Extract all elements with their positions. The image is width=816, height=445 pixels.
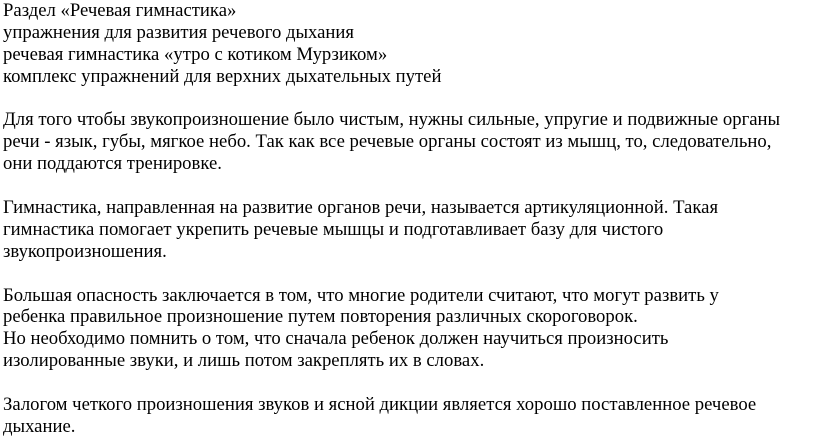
paragraph-line: Для того чтобы звукопроизношение было чистым, нужны сильные, упругие и подвижные органы [3,109,781,131]
document-body [3,0,813,438]
paragraph-line: Большая опасность заключается в том, что многие родители считают, что могут развить у [3,284,719,306]
paragraph-line: гимнастика помогает укрепить речевые мышцы и подготавливает базу для чистого [3,218,664,240]
paragraph-line: речи - язык, губы, мягкое небо. Так как все речевые органы состоят из мышц, то, следовательно, [3,131,772,153]
paragraph-3 [3,285,813,373]
paragraph-line: Залогом четкого произношения звуков и ясной дикции является хорошо поставленное речевое [3,394,757,416]
header-block [3,0,813,88]
paragraph-line: звукопроизношения. [3,240,167,262]
section-title: Раздел «Речевая гимнастика» [3,0,237,21]
paragraph-gap [3,372,813,394]
paragraph-line: ребенка правильное произношение путем повторения различных скороговорок. [3,306,638,328]
paragraph-4 [3,394,813,438]
subtitle-breathing-exercises: упражнения для развития речевого дыхания [3,21,355,43]
paragraph-1 [3,109,813,175]
subtitle-airways-complex: комплекс упражнений для верхних дыхательных путей [3,65,442,87]
paragraph-line: они поддаются тренировке. [3,153,222,175]
subtitle-morning-gymnastics: речевая гимнастика «утро с котиком Мурзиком» [3,43,388,65]
paragraph-gap [3,88,813,110]
paragraph-gap [3,263,813,285]
paragraph-gap [3,175,813,197]
paragraph-line: Гимнастика, направленная на развитие органов речи, называется артикуляционной. Такая [3,197,719,219]
paragraph-line: Но необходимо помнить о том, что сначала ребенок должен научиться произносить [3,328,669,350]
paragraph-line: дыхание. [3,415,76,437]
paragraph-2 [3,197,813,263]
paragraph-line: изолированные звуки, и лишь потом закреплять их в словах. [3,350,485,372]
